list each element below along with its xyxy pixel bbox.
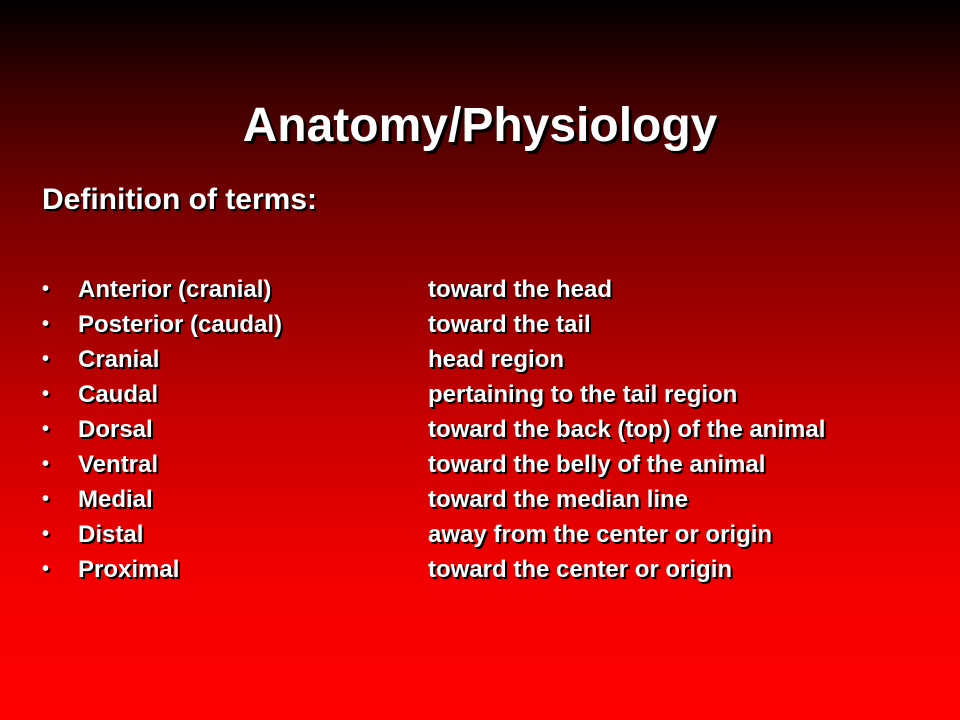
bullet-icon: • (42, 418, 50, 440)
term-label: Posterior (caudal) (78, 311, 283, 338)
term-definition: toward the median line (428, 486, 689, 513)
term-definition: toward the tail (428, 311, 591, 338)
bullet-icon: • (42, 523, 50, 545)
term-definition: head region (428, 346, 565, 373)
term-label: Ventral (78, 451, 159, 478)
term-definition: toward the head (428, 276, 613, 303)
term-label: Distal (78, 521, 144, 548)
term-label: Cranial (78, 346, 160, 373)
bullet-icon: • (42, 558, 50, 580)
term-definition: pertaining to the tail region (428, 381, 738, 408)
bullet-icon: • (42, 488, 50, 510)
term-definition: toward the back (top) of the animal (428, 416, 826, 443)
term-label: Anterior (cranial) (78, 276, 272, 303)
bullet-icon: • (42, 278, 50, 300)
slide-subtitle: Definition of terms: (42, 183, 317, 216)
term-definition: away from the center or origin (428, 521, 773, 548)
bullet-icon: • (42, 313, 50, 335)
term-label: Proximal (78, 556, 180, 583)
term-definition: toward the center or origin (428, 556, 733, 583)
bullet-icon: • (42, 348, 50, 370)
term-definition: toward the belly of the animal (428, 451, 766, 478)
bullet-icon: • (42, 453, 50, 475)
term-label: Medial (78, 486, 153, 513)
bullet-icon: • (42, 383, 50, 405)
slide-title: Anatomy/Physiology (242, 99, 718, 153)
term-label: Caudal (78, 381, 159, 408)
term-label: Dorsal (78, 416, 153, 443)
